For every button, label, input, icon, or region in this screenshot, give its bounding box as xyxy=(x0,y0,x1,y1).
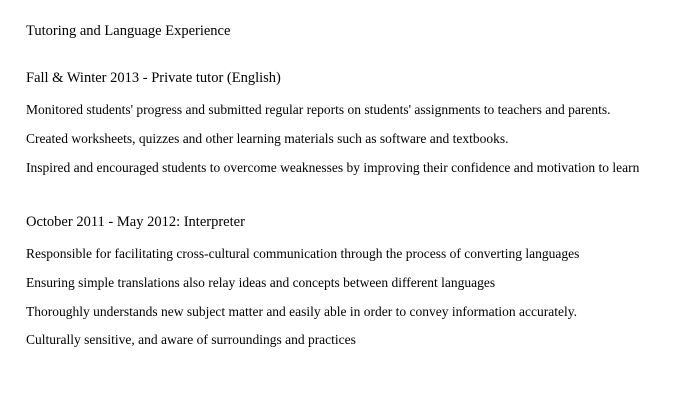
spacer xyxy=(26,40,668,70)
list-item: Created worksheets, quizzes and other learning materials such as software and textbooks. xyxy=(26,130,509,146)
list-item: Monitored students' progress and submitted regular reports on students' assignments to teachers and parents. xyxy=(26,101,611,117)
list-item: Responsible for facilitating cross-cultural communication through the process of converting languages xyxy=(26,245,580,261)
list-item: Inspired and encouraged students to overcome weaknesses by improving their confidence and motivation to learn xyxy=(26,159,640,175)
section-heading-interpreter: October 2011 - May 2012: Interpreter xyxy=(26,214,245,231)
list-item: Ensuring simple translations also relay ideas and concepts between different languages xyxy=(26,274,496,290)
page-title: Tutoring and Language Experience xyxy=(26,23,231,39)
section-heading-tutor: Fall & Winter 2013 - Private tutor (English) xyxy=(26,70,281,87)
list-item: Thoroughly understands new subject matter and easily able in order to convey information accurately. xyxy=(26,303,577,319)
list-item: Culturally sensitive, and aware of surroundings and practices xyxy=(26,332,356,348)
spacer xyxy=(26,176,668,214)
